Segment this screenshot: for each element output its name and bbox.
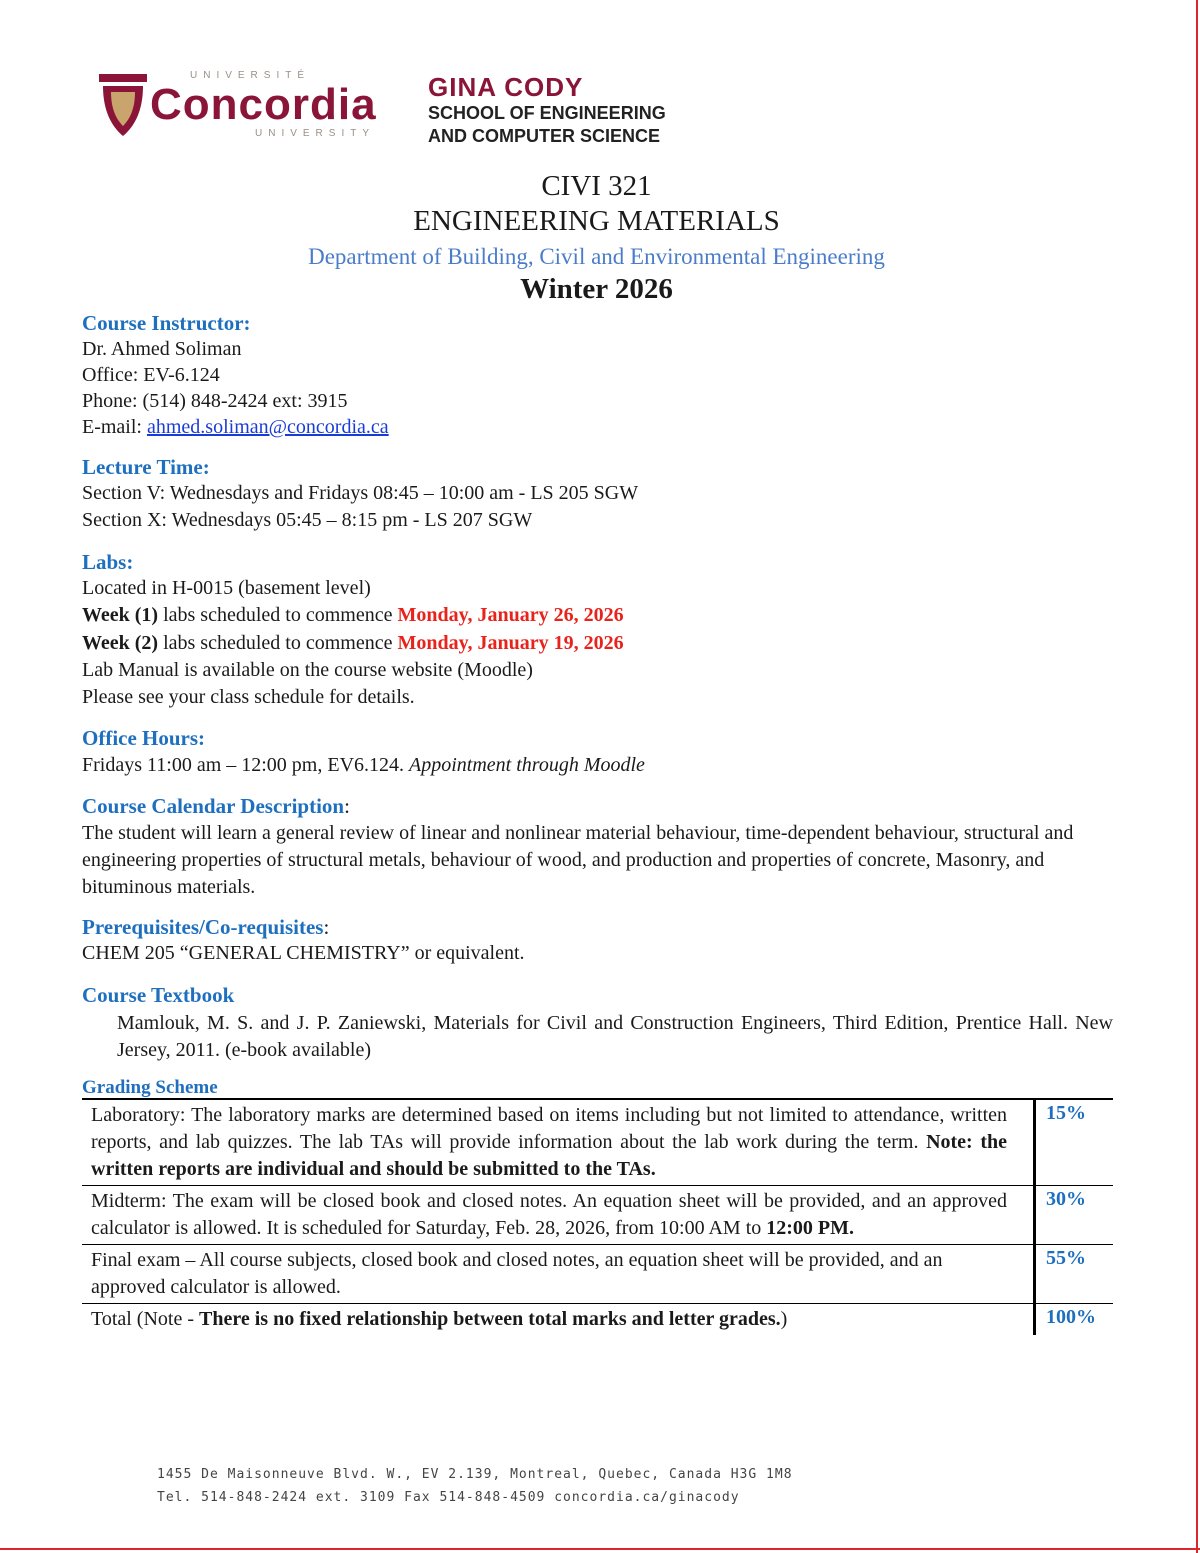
prereq-heading-row — [82, 915, 329, 940]
week1-date: Monday, January 26, 2026 — [397, 604, 624, 626]
week2-date: Monday, January 19, 2026 — [397, 632, 624, 654]
instructor-heading: Course Instructor: — [82, 311, 251, 335]
midterm-percent: 30% — [1033, 1186, 1096, 1244]
instructor-office: Office: EV-6.124 — [82, 364, 220, 386]
lecture-section-v: Section V: Wednesdays and Fridays 08:45 – 10:00 am - LS 205 SGW — [82, 482, 639, 504]
instructor-email-row — [82, 416, 389, 439]
course-title: ENGINEERING MATERIALS — [413, 205, 780, 237]
page-border-right — [1196, 0, 1198, 1553]
office-hours-row — [82, 754, 645, 777]
labs-manual: Lab Manual is available on the course website (Moodle) — [82, 659, 533, 681]
lecture-section-x: Section X: Wednesdays 05:45 – 8:15 pm - LS 207 SGW — [82, 509, 533, 531]
prereq-colon: : — [323, 915, 330, 939]
labs-schedule: Please see your class schedule for details. — [82, 686, 415, 708]
instructor-phone: Phone: (514) 848-2424 ext: 3915 — [82, 390, 348, 412]
labs-week1 — [82, 604, 624, 627]
concordia-shield-icon — [97, 70, 149, 140]
school-line-2: AND COMPUTER SCIENCE — [428, 126, 661, 146]
final-percent: 55% — [1033, 1245, 1096, 1303]
labs-location: Located in H-0015 (basement level) — [82, 577, 371, 599]
table-row — [82, 1098, 1113, 1185]
midterm-time: 12:00 PM. — [766, 1217, 855, 1239]
table-row — [82, 1303, 1113, 1335]
labs-week2 — [82, 632, 624, 655]
lab-text: Laboratory: The laboratory marks are determined based on items including but not limited to attendance, written reports, and lab quizzes. The lab TAs will provide information about the lab work during the term. — [91, 1104, 1007, 1153]
textbook-heading: Course Textbook — [82, 983, 235, 1007]
week2-label: Week (2) — [82, 632, 159, 654]
labs-heading: Labs: — [82, 550, 134, 574]
midterm-description — [82, 1186, 1015, 1244]
total-percent: 100% — [1033, 1304, 1106, 1335]
logo-university-text: UNIVERSITY — [255, 128, 376, 139]
total-description — [82, 1304, 1015, 1335]
prereq-heading: Prerequisites/Co-requisites — [82, 915, 324, 939]
calendar-heading-row — [82, 794, 350, 819]
footer-contact: Tel. 514-848-2424 ext. 3109 Fax 514-848-4509 concordia.ca/ginacody — [157, 1490, 740, 1505]
table-row — [82, 1185, 1113, 1244]
midterm-text: Midterm: The exam will be closed book and closed notes. An equation sheet will be provided, and an approved calculator is allowed. It is scheduled for Saturday, Feb. 28, 2026, from 10:00 AM to — [91, 1190, 1007, 1239]
week1-label: Week (1) — [82, 604, 159, 626]
concordia-logo-text: Concordia — [150, 80, 377, 129]
week1-text: labs scheduled to commence — [158, 604, 398, 626]
office-hours-text: Fridays 11:00 am – 12:00 pm, EV6.124. — [82, 754, 410, 776]
grading-heading: Grading Scheme — [82, 1077, 218, 1098]
course-code: CIVI 321 — [541, 170, 652, 202]
grading-table — [82, 1098, 1113, 1335]
calendar-colon: : — [344, 794, 350, 818]
email-link[interactable]: ahmed.soliman@concordia.ca — [146, 416, 389, 438]
school-line-1: SCHOOL OF ENGINEERING — [428, 103, 666, 123]
lab-description — [82, 1100, 1015, 1185]
email-label: E-mail: — [82, 416, 147, 438]
lab-percent: 15% — [1033, 1100, 1096, 1185]
calendar-heading: Course Calendar Description — [82, 794, 345, 818]
total-text: Total (Note - — [91, 1308, 200, 1330]
term: Winter 2026 — [520, 273, 673, 305]
footer-address: 1455 De Maisonneuve Blvd. W., EV 2.139, Montreal, Quebec, Canada H3G 1M8 — [157, 1467, 793, 1482]
department-name: Department of Building, Civil and Environmental Engineering — [308, 244, 885, 269]
office-hours-appointment: Appointment through Moodle — [409, 754, 645, 776]
calendar-description: The student will learn a general review of linear and nonlinear material behaviour, time-dependent behaviour, structural and engineering properties of structural metals, behaviour of wood, and production and properties of concrete, Masonry, and bituminous materials. — [82, 822, 1074, 898]
table-row — [82, 1244, 1113, 1303]
gina-cody-name: GINA CODY — [428, 72, 584, 102]
textbook-citation: Mamlouk, M. S. and J. P. Zaniewski, Materials for Civil and Construction Engineers, Third Edition, Prentice Hall. New Jersey, 2011. (e-book available) — [117, 1012, 1113, 1061]
prereq-text: CHEM 205 “GENERAL CHEMISTRY” or equivalent. — [82, 942, 525, 964]
week2-text: labs scheduled to commence — [158, 632, 398, 654]
instructor-name: Dr. Ahmed Soliman — [82, 338, 242, 360]
lab-note: Note: the written reports are individual and should be submitted to the TAs. — [91, 1131, 1007, 1180]
office-hours-heading: Office Hours: — [82, 726, 206, 750]
page-border-bottom — [0, 1548, 1200, 1550]
total-close: ) — [780, 1308, 788, 1330]
logo-universite-text: UNIVERSITÉ — [190, 70, 311, 81]
lecture-heading: Lecture Time: — [82, 455, 210, 479]
total-note: There is no fixed relationship between total marks and letter grades. — [199, 1308, 781, 1330]
final-description: Final exam – All course subjects, closed book and closed notes, an equation sheet will be provided, and an approved calculator is allowed. — [91, 1249, 943, 1298]
